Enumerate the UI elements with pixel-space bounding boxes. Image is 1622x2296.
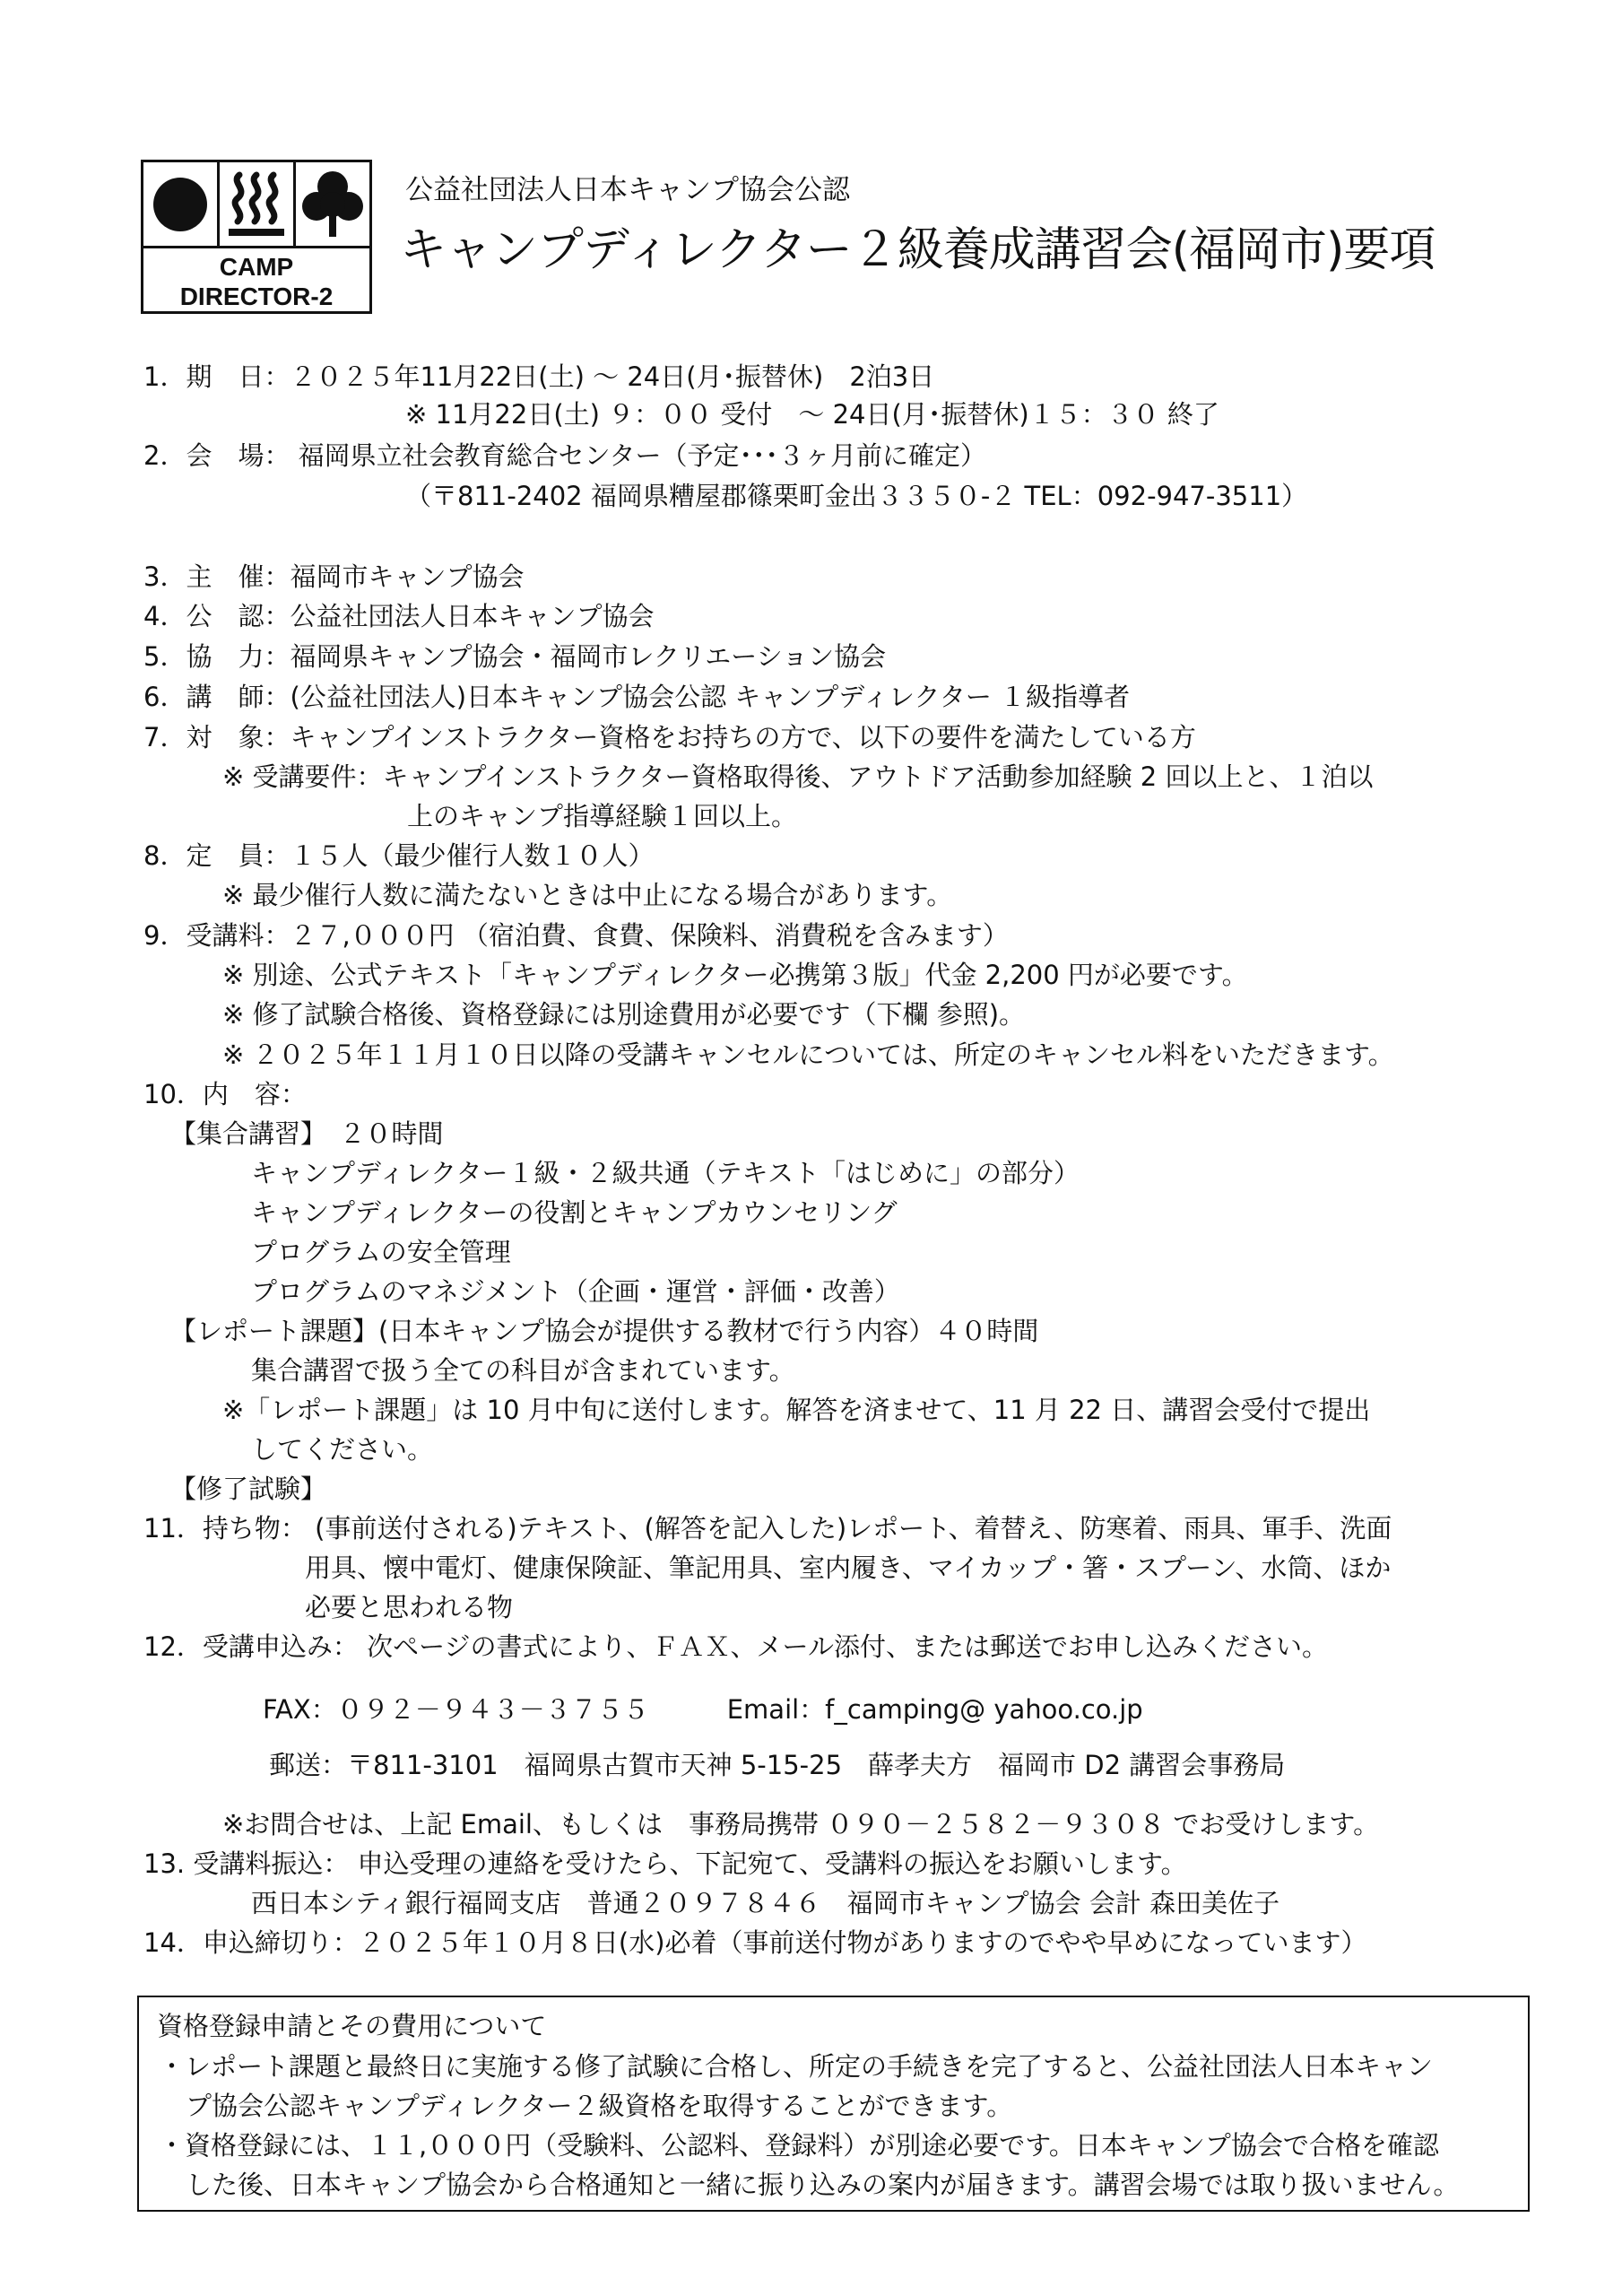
item-2-venue-address: （〒811-2402 福岡県糟屋郡篠栗町金出３３５０-２ TEL：092-947-3511）: [405, 481, 1308, 511]
section-report: 【レポート課題】(日本キャンプ協会が提供する教材で行う内容）４０時間: [170, 1316, 1039, 1346]
item-7-requirement: ※ 受講要件：キャンプインストラクター資格取得後、アウトドア活動参加経験 2 回以上と、１泊以: [222, 761, 1374, 792]
tree-icon: [296, 162, 369, 246]
item-11-belongings-cont: 用具、懐中電灯、健康保険証、筆記用具、室内履き、マイカップ・箸・スプーン、水筒、ほか: [305, 1552, 1392, 1583]
item-4-certification: 4．公 認：公益社団法人日本キャンプ協会: [143, 601, 655, 631]
logo-line-1: CAMP: [219, 253, 294, 281]
notice-bullet-2: ・資格登録には、１１,０００円（受験料、公認料、登録料）が別途必要です。日本キャンプ協会で合格を確認: [159, 2130, 1439, 2161]
report-note: ※「レポート課題」は 10 月中旬に送付します。解答を済ませて、11 月 22 日、講習会受付で提出: [222, 1395, 1371, 1425]
section-group-lecture: 【集合講習】 ２０時間: [170, 1118, 444, 1149]
item-9-note-registration: ※ 修了試験合格後、資格登録には別途費用が必要です（下欄 参照)。: [222, 999, 1026, 1030]
item-14-deadline: 14．申込締切り：２０２５年１０月８日(水)必着（事前送付物がありますのでやや早めになっています）: [143, 1927, 1367, 1958]
item-8-capacity: 8．定 員：１５人（最少催行人数１０人）: [143, 840, 655, 871]
item-8-note: ※ 最少催行人数に満たないときは中止になる場合があります。: [222, 880, 953, 910]
logo-icon-row: [143, 162, 369, 248]
notice-bullet-1-cont: プ協会公認キャンプディレクター２級資格を取得することができます。: [186, 2091, 1013, 2121]
lecture-topic-2: キャンプディレクターの役割とキャンプカウンセリング: [251, 1197, 898, 1228]
logo-text: [143, 252, 369, 311]
lecture-topic-1: キャンプディレクター１級・２級共通（テキスト「はじめに」の部分）: [251, 1158, 1080, 1188]
contact-postal: 郵送：〒811-3101 福岡県古賀市天神 5-15-25 薛孝夫方 福岡市 D2 講習会事務局: [269, 1750, 1286, 1780]
contact-fax-email: FAX：０９２－９４３－３７５５ Email：f_camping@ yahoo.co.jp: [263, 1694, 1143, 1725]
bank-account: 西日本シティ銀行福岡支店 普通２０９７８４６ 福岡市キャンプ協会 会計 森田美佐子: [251, 1888, 1280, 1918]
item-5-cooperation: 5．協 力：福岡県キャンプ協会・福岡市レクリエーション協会: [143, 641, 887, 672]
circle-icon: [143, 162, 220, 246]
item-6-instructor: 6．講 師：(公益社団法人)日本キャンプ協会公認 キャンプディレクター １級指導者: [143, 682, 1131, 712]
camp-director-2-logo: [141, 160, 372, 314]
section-final-exam: 【修了試験】: [170, 1474, 327, 1504]
report-description: 集合講習で扱う全ての科目が含まれています。: [251, 1355, 795, 1386]
page-title: キャンプディレクター２級養成講習会(福岡市)要項: [400, 223, 1436, 277]
campfire-smoke-icon: [220, 162, 296, 246]
item-9-note-text: ※ 別途、公式テキスト「キャンプディレクター必携第３版」代金 2,200 円が必要です。: [222, 960, 1248, 990]
lecture-topic-4: プログラムのマネジメント（企画・運営・評価・改善）: [251, 1276, 900, 1307]
lecture-topic-3: プログラムの安全管理: [251, 1237, 511, 1267]
logo-line-2: DIRECTOR-2: [179, 283, 334, 310]
item-1-schedule-note: ※ 11月22日(土) ９：００ 受付 ～ 24日(月･振替休)１５：３０ 終了: [405, 399, 1219, 430]
item-12-application: 12．受講申込み： 次ページの書式により、ＦＡＸ、メール添付、または郵送でお申し込みください。: [143, 1631, 1328, 1662]
item-1-dates: 1．期 日：２０２５年11月22日(土) ～ 24日(月･振替休) 2泊3日: [143, 361, 935, 392]
notice-bullet-1: ・レポート課題と最終日に実施する修了試験に合格し、所定の手続きを完了すると、公益社団法人日本キャン: [159, 2051, 1434, 2082]
item-2-venue: 2．会 場： 福岡県立社会教育総合センター（予定･･･３ヶ月前に確定）: [143, 440, 987, 471]
item-9-fee: 9．受講料：２７,０００円 （宿泊費、食費、保険料、消費税を含みます）: [143, 920, 1009, 951]
item-9-note-cancel: ※ ２０２５年１１月１０日以降の受講キャンセルについては、所定のキャンセル料をいただきます。: [222, 1039, 1394, 1070]
notice-bullet-2-cont: した後、日本キャンプ協会から合格通知と一緒に振り込みの案内が届きます。講習会場では取り扱いません。: [186, 2170, 1460, 2200]
item-13-payment: 13. 受講料振込： 申込受理の連絡を受けたら、下記宛て、受講料の振込をお願いします。: [143, 1848, 1187, 1879]
notice-title: 資格登録申請とその費用について: [157, 2011, 547, 2041]
contact-inquiry: ※お問合せは、上記 Email、もしくは 事務局携帯 ０９０－２５８２－９３０８ でお受けします。: [222, 1809, 1380, 1839]
item-11-belongings: 11．持ち物： (事前送付される)テキスト、(解答を記入した)レポート、着替え、防寒着、雨具、軍手、洗面: [143, 1513, 1392, 1544]
item-7-requirement-cont: 上のキャンプ指導経験１回以上。: [407, 801, 798, 831]
item-11-belongings-cont-2: 必要と思われる物: [305, 1592, 514, 1622]
item-7-target: 7．対 象：キャンプインストラクター資格をお持ちの方で、以下の要件を満たしている方: [143, 722, 1196, 752]
registration-notice-box: [137, 1996, 1530, 2212]
certification-subtitle: 公益社団法人日本キャンプ協会公認: [405, 174, 850, 206]
item-10-content: 10．内 容：: [143, 1079, 307, 1109]
report-note-cont: してください。: [251, 1434, 434, 1465]
item-3-organizer: 3．主 催：福岡市キャンプ協会: [143, 561, 525, 592]
